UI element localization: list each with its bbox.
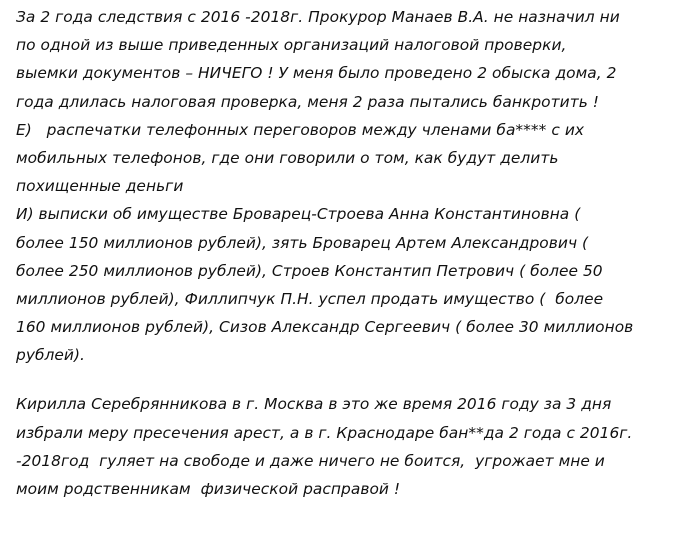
text-line: За 2 года следствия с 2016 -2018г. Прокурор Манаев В.А. не назначил ни	[16, 8, 620, 26]
text-line: моим родственникам физической расправой !	[16, 480, 401, 498]
text-line: -2018год гуляет на свободе и даже ничего не боится, угрожает мне и	[16, 451, 605, 470]
text-line: более 250 миллионов рублей), Строев Константип Петрович ( более 50	[16, 261, 603, 280]
document-body	[16, 3, 676, 503]
paragraph-spacer	[16, 369, 676, 390]
text-line: рублей).	[16, 346, 85, 365]
text-line: выемки документов – НИЧЕГО ! У меня было проведено 2 обыска дома, 2	[16, 64, 617, 83]
paragraph-investigation	[16, 3, 676, 369]
text-line: миллионов рублей), Филлипчук П.Н. успел продать имущество ( более	[16, 289, 604, 308]
text-line: года длилась налоговая проверка, меня 2 раза пытались банкротить !	[16, 92, 600, 111]
paragraph-comparison	[16, 390, 676, 503]
text-line: похищенные деньги	[16, 177, 184, 196]
text-line: И) выписки об имуществе Броварец-Строева Анна Константиновна (	[16, 205, 581, 224]
text-line: мобильных телефонов, где они говорили о том, как будут делить	[16, 148, 559, 167]
text-line: более 150 миллионов рублей), зять Броварец Артем Александрович (	[16, 233, 589, 252]
text-line: Кирилла Серебрянникова в г. Москва в это же время 2016 году за 3 дня	[16, 395, 612, 414]
text-line: Е) распечатки телефонных переговоров между членами ба**** с их	[16, 120, 585, 139]
text-line: 160 миллионов рублей), Сизов Александр Сергеевич ( более 30 миллионов	[16, 318, 634, 337]
text-line: избрали меру пресечения арест, а в г. Краснодаре бан**да 2 года с 2016г.	[16, 423, 633, 442]
text-line: по одной из выше приведенных организаций налоговой проверки,	[16, 36, 567, 55]
